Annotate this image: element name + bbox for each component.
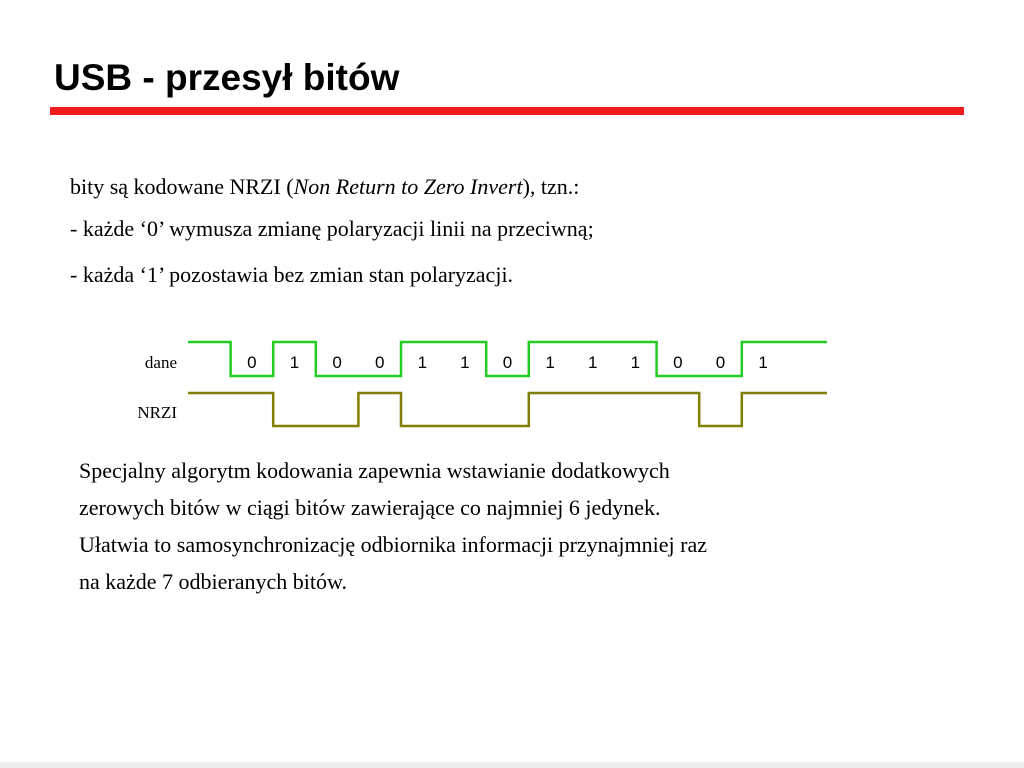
- bit-label: 1: [460, 353, 470, 372]
- bit-label: 0: [715, 353, 726, 372]
- bit-label: 0: [502, 353, 513, 372]
- bullet-one: - każda ‘1’ pozostawia bez zmian stan polaryzacji.: [70, 262, 514, 287]
- bit-label: 1: [630, 353, 641, 372]
- slide-title: USB - przesył bitów: [54, 57, 400, 98]
- paragraph-line: Specjalny algorytm kodowania zapewnia wstawianie dodatkowych: [79, 458, 670, 483]
- bit-label: 1: [587, 353, 598, 372]
- bit-label: 1: [289, 353, 300, 372]
- paragraph-line: zerowych bitów w ciągi bitów zawierające co najmniej 6 jedynek.: [79, 495, 661, 520]
- dane-label: dane: [144, 353, 177, 372]
- bit-label: 1: [417, 353, 428, 372]
- paragraph-line: na każde 7 odbieranych bitów.: [79, 569, 347, 594]
- nrzi-signal-waveform: [188, 393, 827, 426]
- bit-labels: [247, 353, 768, 372]
- intro-suffix: ), tzn.:: [522, 174, 580, 199]
- bit-label: 0: [332, 353, 342, 372]
- bit-label: 0: [247, 353, 257, 372]
- bit-label: 1: [545, 353, 555, 372]
- intro-italic: Non Return to Zero Invert: [293, 174, 523, 199]
- bit-label: 1: [758, 353, 768, 372]
- bit-label: 0: [673, 353, 683, 372]
- paragraph-line: Ułatwia to samosynchronizację odbiornika informacji przynajmniej raz: [79, 532, 707, 557]
- footer-band: [0, 762, 1024, 768]
- intro-prefix: bity są kodowane NRZI (: [70, 174, 294, 199]
- bullet-zero: - każde ‘0’ wymusza zmianę polaryzacji linii na przeciwną;: [70, 216, 594, 241]
- description-paragraph: [79, 452, 939, 600]
- bit-label: 0: [374, 353, 385, 372]
- nrzi-label: NRZI: [137, 403, 177, 422]
